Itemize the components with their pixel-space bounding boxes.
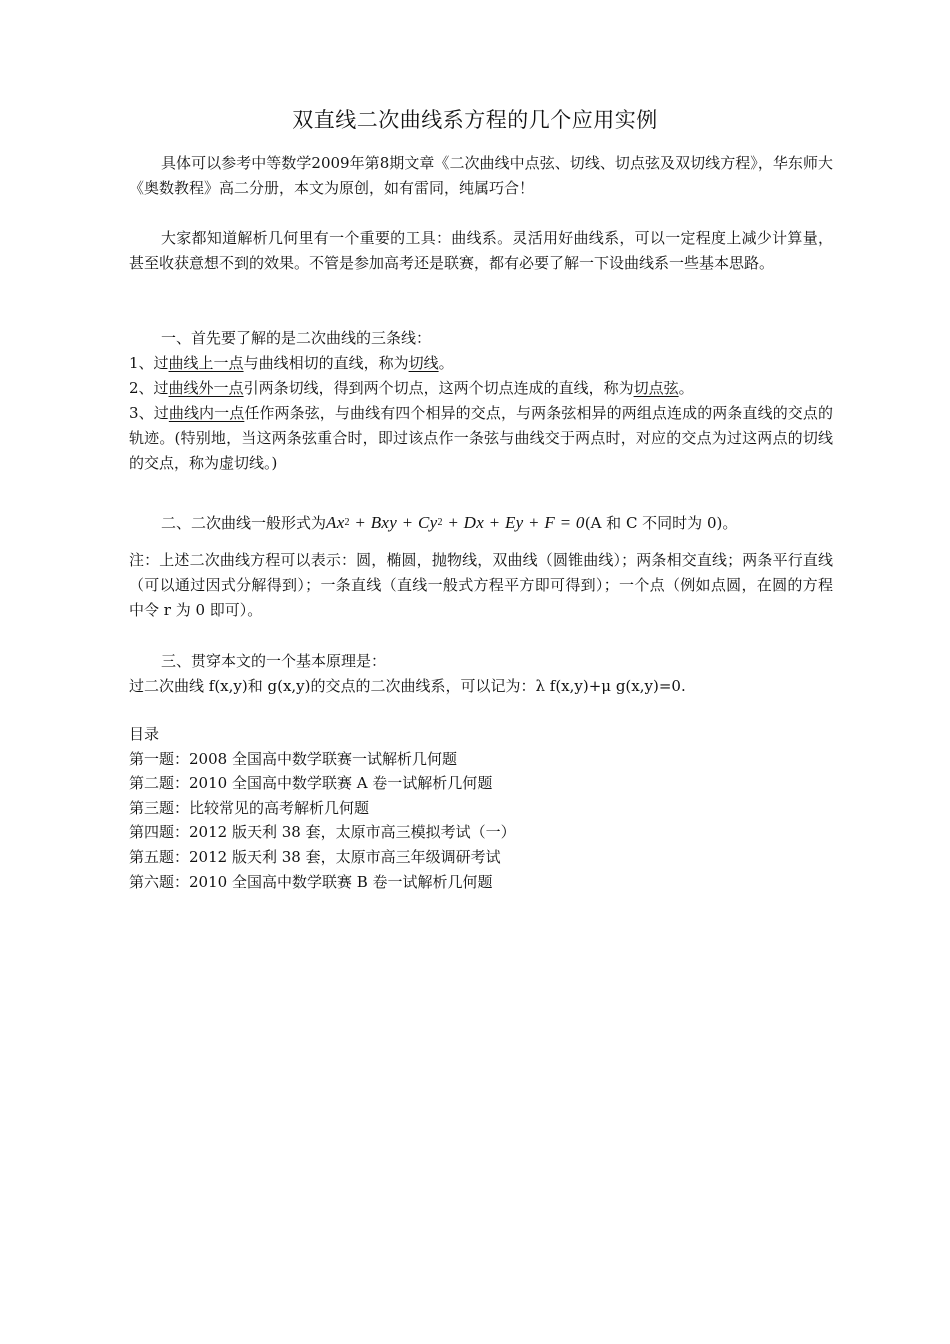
conic-equation: $Ax^2$ + Bxy + $Cy^2 + Dx + Ey + F = 0$ [326,513,585,532]
section-one-item-2: 2、过曲线外一点引两条切线，得到两个切点，这两个切点连成的直线，称为切点弦。 [129,379,694,397]
toc-item: 第三题：比较常见的高考解析几何题 [129,798,370,817]
intro-paragraph: 具体可以参考中等数学2009年第8期文章《二次曲线中点弦、切线、切点弦及双切线方程》，华东师大《奥数教程》高二分册，本文为原创，如有雷同，纯属巧合！ [129,154,833,197]
table-of-contents [129,722,833,894]
document-title: 双直线二次曲线系方程的几个应用实例 [292,108,658,132]
basic-principle: 过二次曲线 f(x,y)和 g(x,y)的交点的二次曲线系，可以记为：λ f(x,y)+μ g(x,y)=0. [129,677,686,695]
section-two-note: 注：上述二次曲线方程可以表示：圆，椭圆，抛物线，双曲线（圆锥曲线）；两条相交直线；两条平行直线（可以通过因式分解得到）；一条直线（直线一般式方程平方即可得到）；一个点（例如点圆，在圆的方程中令 r 为 0 即可）。 [129,551,833,619]
section-three [129,649,833,699]
underlined-term: 曲线上一点 [168,354,244,372]
section-one-item-1: 1、过曲线上一点与曲线相切的直线，称为切线。 [129,354,454,372]
section-two-lead: 二、二次曲线一般形式为$Ax^2$ + Bxy + $Cy^2 + Dx + Ey + F = 0(A$ 和 C 不同时为 0)。 [161,513,738,532]
underlined-term: 曲线外一点 [168,379,244,397]
toc-item: 第二题：2010 全国高中数学联赛 A 卷一试解析几何题 [129,774,493,793]
toc-item: 第四题：2012 版天利 38 套，太原市高三模拟考试（一） [129,823,516,842]
toc-item: 第六题：2010 全国高中数学联赛 B 卷一试解析几何题 [129,872,493,891]
section-one [129,326,833,476]
toc-item: 第一题：2008 全国高中数学联赛一试解析几何题 [129,749,457,768]
section-one-heading: 一、首先要了解的是二次曲线的三条线： [161,329,432,347]
overview-paragraph: 大家都知道解析几何里有一个重要的工具：曲线系。灵活用好曲线系，可以一定程度上减少计算量，甚至收获意想不到的效果。不管是参加高考还是联赛，都有必要了解一下设曲线系一些基本思路。 [129,229,833,272]
underlined-term: 切点弦 [633,379,679,397]
toc-item: 第五题：2012 版天利 38 套，太原市高三年级调研考试 [129,847,501,866]
toc-heading: 目录 [129,725,160,743]
underlined-term: 切线 [408,354,439,372]
section-one-item-3: 3、过曲线内一点任作两条弦，与曲线有四个相异的交点，与两条弦相异的两组点连成的两条直线的交点的轨迹。(特别地，当这两条弦重合时，即过该点作一条弦与曲线交于两点时，对应的交点为过这两点的切线的交点，称为虚切线。) [129,404,833,472]
underlined-term: 曲线内一点 [168,404,245,422]
section-three-heading: 三、贯穿本文的一个基本原理是： [161,652,387,670]
